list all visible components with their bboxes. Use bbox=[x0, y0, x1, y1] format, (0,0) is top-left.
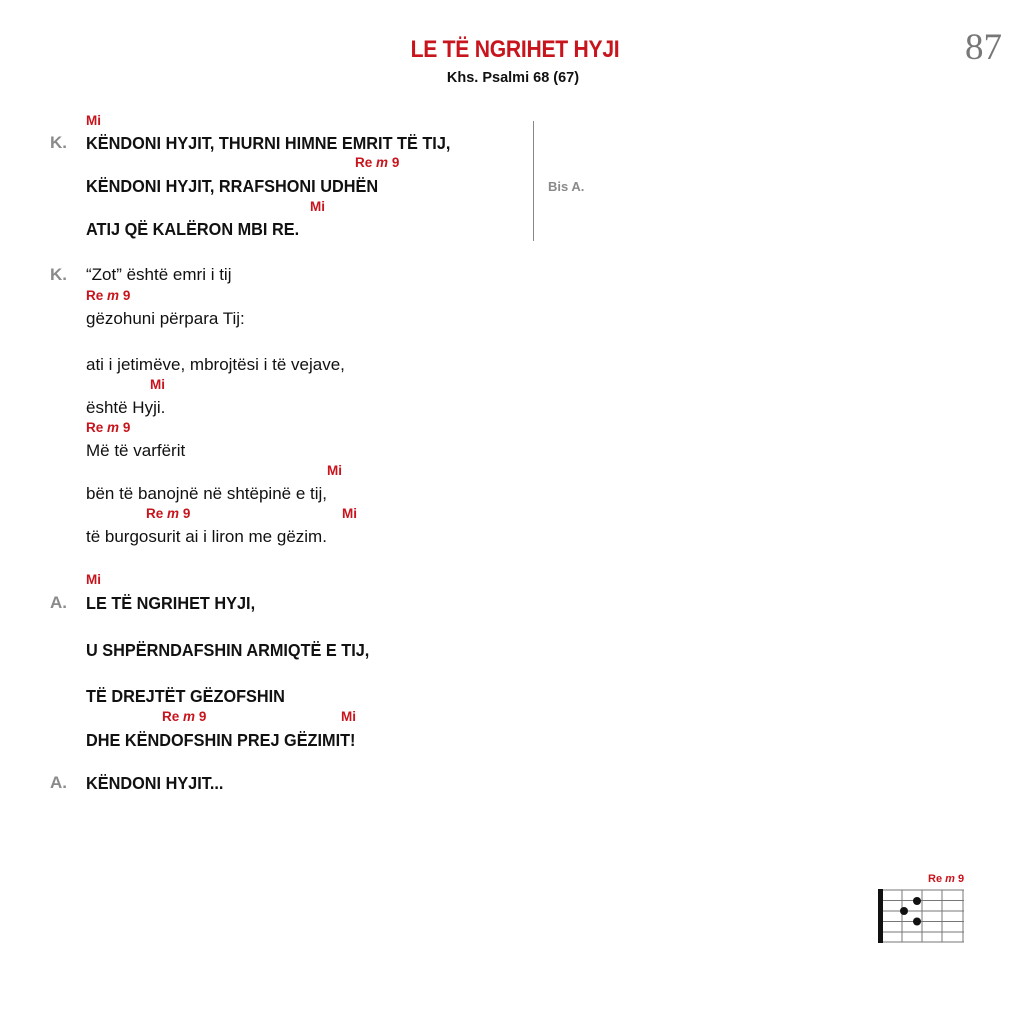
chord-mi: Mi bbox=[341, 709, 356, 724]
lyric-line: ATIJ QË KALËRON MBI RE. bbox=[86, 219, 300, 239]
lyric-line: KËNDONI HYJIT, THURNI HIMNE EMRIT TË TIJ, bbox=[86, 133, 451, 153]
chord-mi: Mi bbox=[86, 113, 101, 128]
section-marker: A. bbox=[50, 773, 67, 792]
lyric-line: TË DREJTËT GËZOFSHIN bbox=[86, 686, 285, 706]
lyric-line: U SHPËRNDAFSHIN ARMIQTË E TIJ, bbox=[86, 640, 370, 660]
lyric-line: KËNDONI HYJIT... bbox=[86, 773, 224, 793]
chord-diagram-label: Re m 9 bbox=[928, 873, 965, 885]
chord-rem9: Re m 9 bbox=[86, 420, 131, 435]
finger-dot bbox=[900, 907, 908, 915]
lyric-line: KËNDONI HYJIT, RRAFSHONI UDHËN bbox=[86, 176, 379, 196]
page-number: 87 bbox=[965, 27, 1002, 68]
lyric-line: gëzohuni përpara Tij: bbox=[86, 309, 245, 328]
section-marker: K. bbox=[50, 265, 67, 284]
chord-diagram bbox=[878, 889, 964, 943]
chord-rem9: Re m 9 bbox=[162, 709, 207, 724]
lyric-line: LE TË NGRIHET HYJI, bbox=[86, 593, 256, 613]
chord-rem9: Re m 9 bbox=[146, 506, 191, 521]
chord-mi: Mi bbox=[342, 506, 357, 521]
chord-mi: Mi bbox=[327, 463, 342, 478]
lyric-line: është Hyji. bbox=[86, 398, 166, 417]
lyric-line: të burgosurit ai i liron me gëzim. bbox=[86, 527, 327, 546]
chord-mi: Mi bbox=[310, 199, 325, 214]
lyric-line: DHE KËNDOFSHIN PREJ GËZIMIT! bbox=[86, 730, 356, 750]
section-marker: A. bbox=[50, 593, 67, 612]
section-marker: K. bbox=[50, 133, 67, 152]
chord-rem9: Re m 9 bbox=[355, 155, 400, 170]
lyric-line: “Zot” është emri i tij bbox=[86, 265, 232, 284]
bis-note: Bis A. bbox=[548, 179, 585, 194]
song-subtitle: Khs. Psalmi 68 (67) bbox=[446, 70, 580, 86]
song-title: LE TË NGRIHET HYJI bbox=[410, 36, 620, 63]
lyric-line: bën të banojnë në shtëpinë e tij, bbox=[86, 484, 328, 503]
repeat-bracket bbox=[533, 121, 534, 241]
lyric-line: Më të varfërit bbox=[86, 441, 186, 460]
finger-dot bbox=[913, 897, 921, 905]
chord-mi: Mi bbox=[150, 377, 165, 392]
chord-mi: Mi bbox=[86, 572, 101, 587]
finger-dot bbox=[913, 918, 921, 926]
lyric-line: ati i jetimëve, mbrojtësi i të vejave, bbox=[86, 355, 345, 374]
diagram-nut bbox=[878, 889, 883, 943]
chord-rem9: Re m 9 bbox=[86, 288, 131, 303]
